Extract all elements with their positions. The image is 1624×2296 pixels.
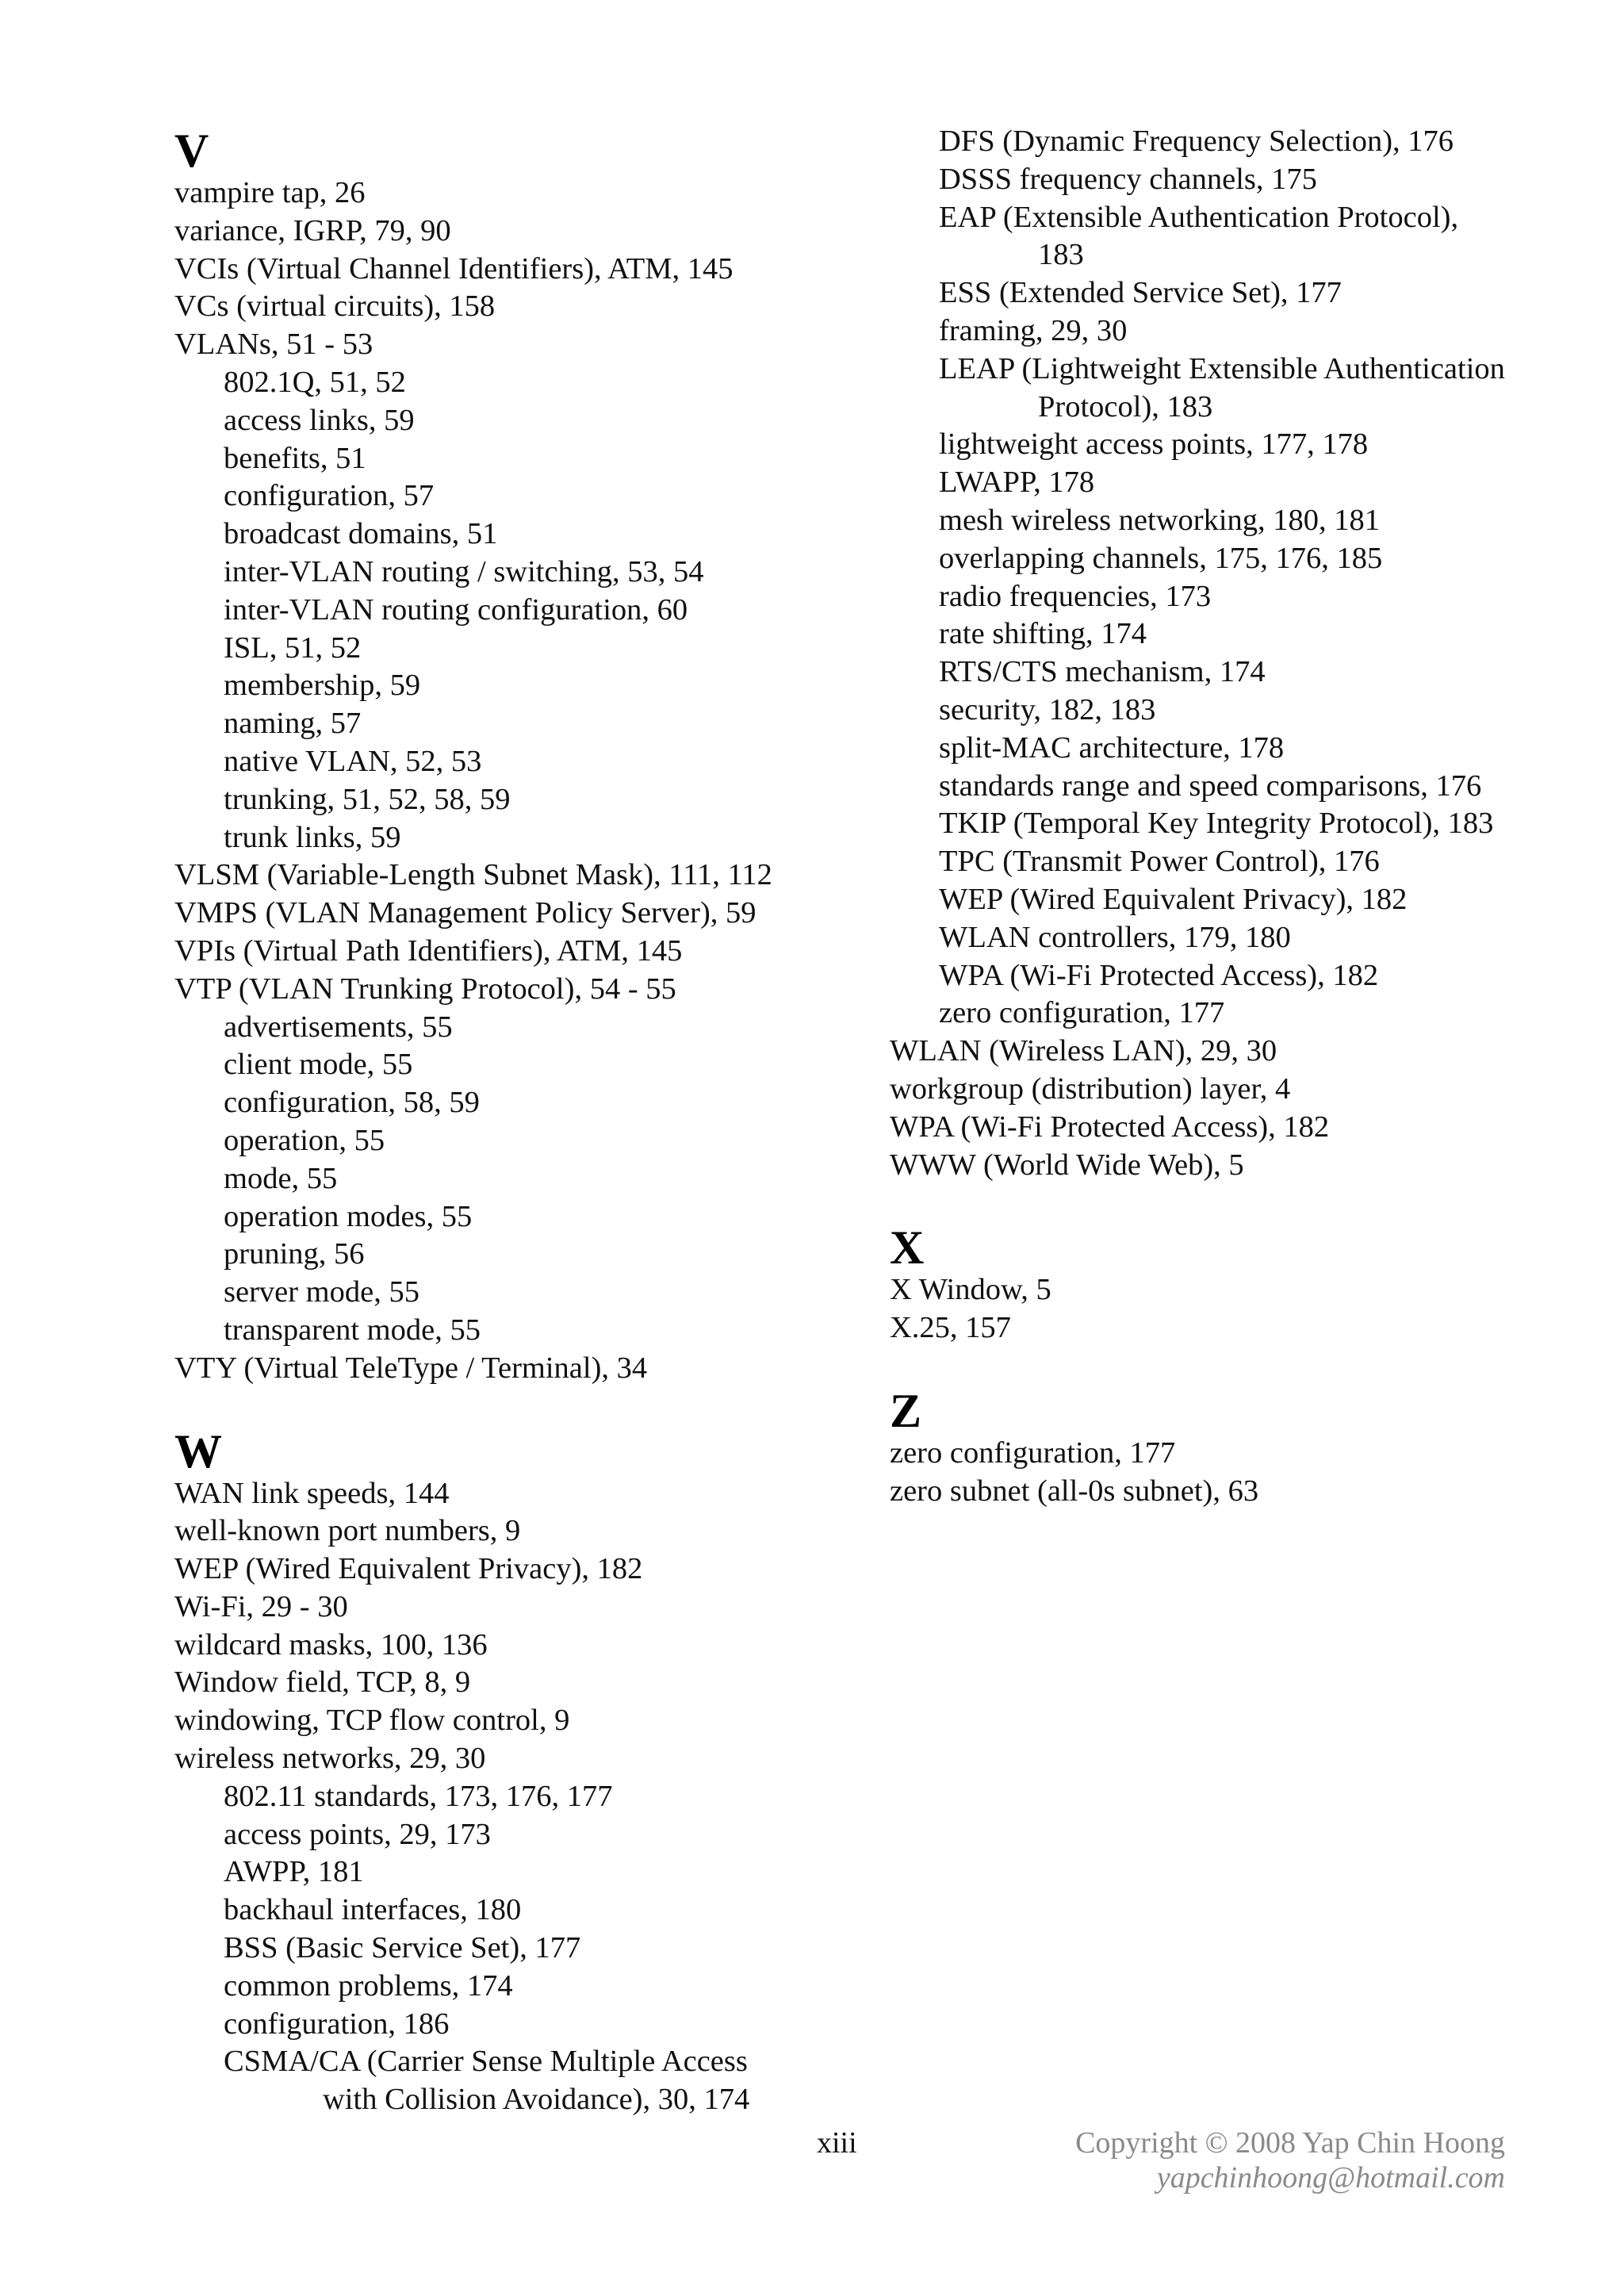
index-subentry [890, 957, 1580, 995]
index-entry-text: pruning, 56 [224, 1237, 365, 1271]
index-entry [890, 1033, 1580, 1071]
index-entry [174, 251, 872, 289]
index-entry [174, 971, 872, 1009]
index-subentry [890, 199, 1580, 275]
index-subentry [174, 1968, 872, 2006]
index-subentry [174, 1198, 872, 1236]
index-entry-text: LEAP (Lightweight Extensible Authentication [939, 351, 1505, 385]
index-subentry [174, 1312, 872, 1350]
index-entry-text: trunking, 51, 52, 58, 59 [224, 782, 511, 816]
index-entry [174, 326, 872, 364]
index-entry-text: WAN link speeds, 144 [174, 1476, 450, 1510]
index-entry-continuation: with Collision Avoidance), 30, 174 [323, 2083, 750, 2117]
index-entry-text: WPA (Wi-Fi Protected Access), 182 [939, 958, 1379, 992]
index-entry-text: well-known port numbers, 9 [174, 1514, 521, 1548]
index-entry-text: benefits, 51 [224, 441, 366, 475]
index-entry [174, 1550, 872, 1589]
index-entry-text: configuration, 57 [224, 479, 435, 513]
index-entry-text: client mode, 55 [224, 1048, 413, 1082]
index-subentry [174, 1160, 872, 1198]
index-entry-text: configuration, 58, 59 [224, 1086, 480, 1120]
index-entry-text: vampire tap, 26 [174, 176, 366, 209]
index-entry-text: wireless networks, 29, 30 [174, 1742, 486, 1776]
index-entry [174, 1740, 872, 1778]
index-subentry [174, 705, 872, 743]
index-entry-text: inter-VLAN routing configuration, 60 [224, 592, 688, 627]
index-entry [174, 1475, 872, 1513]
index-entry-text: DSSS frequency channels, 175 [939, 162, 1317, 196]
index-entry [890, 1435, 1580, 1473]
index-subentry [890, 995, 1580, 1033]
index-subentry [890, 578, 1580, 616]
index-entry-text: membership, 59 [224, 669, 421, 703]
index-entry-text: VCs (virtual circuits), 158 [174, 289, 496, 324]
index-entry-text: zero configuration, 177 [939, 996, 1225, 1030]
index-entry-continuation: 183 [1038, 238, 1084, 272]
index-entry [174, 1627, 872, 1665]
index-entry-text: TPC (Transmit Power Control), 176 [939, 845, 1380, 879]
index-entry [890, 1147, 1580, 1185]
index-entry [174, 1512, 872, 1550]
index-entry-text: TKIP (Temporal Key Integrity Protocol), 183 [939, 807, 1494, 841]
index-entry-text: configuration, 186 [224, 2007, 450, 2041]
index-entry-text: LWAPP, 178 [939, 466, 1095, 500]
index-entry-text: radio frequencies, 173 [939, 579, 1212, 613]
index-entry-text: VPIs (Virtual Path Identifiers), ATM, 145 [174, 933, 683, 968]
index-entry-text: ESS (Extended Service Set), 177 [939, 276, 1342, 310]
index-entry-text: ISL, 51, 52 [224, 631, 362, 665]
index-entry-text: trunk links, 59 [224, 820, 401, 854]
index-entry-text: zero subnet (all-0s subnet), 63 [890, 1474, 1259, 1508]
index-entry [174, 213, 872, 251]
index-entry-text: WWW (World Wide Web), 5 [890, 1148, 1244, 1182]
index-entry [174, 895, 872, 933]
footer-copyright [1075, 2125, 1505, 2195]
author-email: yapchinhoong@hotmail.com [1156, 2161, 1505, 2194]
index-entry [174, 933, 872, 971]
index-entry-text: X.25, 157 [890, 1311, 1011, 1345]
index-entry-text: BSS (Basic Service Set), 177 [224, 1931, 581, 1965]
index-entry [890, 1071, 1580, 1109]
index-entry-text: VTY (Virtual TeleType / Terminal), 34 [174, 1351, 648, 1385]
index-subentry [890, 843, 1580, 881]
index-subentry [890, 805, 1580, 843]
index-entry-text: rate shifting, 174 [939, 617, 1147, 651]
index-subentry [890, 615, 1580, 654]
index-entry-text: VMPS (VLAN Management Policy Server), 59 [174, 896, 756, 930]
index-subentry [890, 351, 1580, 427]
index-subentry [174, 1274, 872, 1312]
index-subentry [890, 161, 1580, 199]
index-subentry [174, 592, 872, 630]
index-subentry [890, 730, 1580, 768]
index-entry-text: CSMA/CA (Carrier Sense Multiple Access [224, 2045, 748, 2079]
copyright-text: Copyright © 2008 Yap Chin Hoong [1075, 2126, 1505, 2160]
index-entry-text: VLSM (Variable-Length Subnet Mask), 111, 112 [174, 858, 772, 892]
section-spacer [174, 1388, 872, 1428]
index-subentry [174, 1009, 872, 1047]
index-entry-text: security, 182, 183 [939, 692, 1156, 726]
index-entry-text: naming, 57 [224, 707, 362, 741]
index-entry-text: operation modes, 55 [224, 1199, 473, 1233]
index-subentry [890, 919, 1580, 957]
index-subentry [890, 426, 1580, 464]
index-subentry [174, 1084, 872, 1122]
index-entry-text: common problems, 174 [224, 1968, 513, 2003]
index-entry-text: RTS/CTS mechanism, 174 [939, 655, 1266, 689]
index-entry-text: zero configuration, 177 [890, 1435, 1176, 1470]
index-column-left [174, 127, 872, 2119]
index-subentry [890, 540, 1580, 578]
index-subentry [890, 274, 1580, 312]
index-entry-text: backhaul interfaces, 180 [224, 1893, 522, 1927]
index-entry-text: 802.1Q, 51, 52 [224, 365, 406, 399]
section-spacer [890, 1347, 1580, 1387]
index-subentry [890, 654, 1580, 692]
index-entry-text: 802.11 standards, 173, 176, 177 [224, 1779, 613, 1813]
index-entry [174, 288, 872, 326]
index-entry-text: EAP (Extensible Authentication Protocol), [939, 200, 1459, 234]
index-subentry [890, 881, 1580, 919]
index-subentry [174, 2043, 872, 2119]
index-entry-text: transparent mode, 55 [224, 1313, 481, 1347]
index-subentry [174, 743, 872, 781]
index-entry [890, 1473, 1580, 1511]
index-entry-text: standards range and speed comparisons, 176 [939, 769, 1482, 803]
index-section-letter: W [174, 1424, 222, 1478]
index-subentry [174, 2006, 872, 2044]
index-subentry [174, 630, 872, 668]
index-subentry [174, 1853, 872, 1892]
index-subentry [890, 692, 1580, 730]
index-entry-text: WLAN controllers, 179, 180 [939, 920, 1291, 954]
index-section-letter: Z [890, 1384, 922, 1437]
index-entry [174, 1589, 872, 1627]
index-entry-text: VLANs, 51 - 53 [174, 328, 373, 362]
index-entry-text: VCIs (Virtual Channel Identifiers), ATM, 145 [174, 251, 733, 286]
index-entry-text: access links, 59 [224, 403, 415, 437]
index-entry-text: X Window, 5 [890, 1273, 1051, 1307]
index-entry-text: AWPP, 181 [224, 1855, 364, 1889]
index-entry-text: mesh wireless networking, 180, 181 [939, 503, 1381, 537]
index-subentry [174, 1892, 872, 1930]
page-number: xiii [817, 2126, 857, 2160]
index-entry [174, 1702, 872, 1740]
index-entry [174, 1664, 872, 1702]
index-subentry [174, 1778, 872, 1816]
index-entry-text: windowing, TCP flow control, 9 [174, 1704, 570, 1738]
index-subentry [174, 667, 872, 705]
index-entry-text: broadcast domains, 51 [224, 517, 498, 551]
index-entry [890, 1309, 1580, 1347]
index-subentry [174, 516, 872, 554]
index-entry [174, 857, 872, 895]
index-entry-text: access points, 29, 173 [224, 1817, 491, 1851]
index-subentry [174, 1046, 872, 1084]
section-spacer [890, 1184, 1580, 1224]
index-subentry [174, 819, 872, 857]
index-subentry [174, 440, 872, 478]
index-subentry [890, 312, 1580, 351]
index-entry-continuation: Protocol), 183 [1038, 389, 1213, 424]
index-entry-text: mode, 55 [224, 1161, 338, 1195]
index-subentry [890, 768, 1580, 806]
index-entry-text: Window field, TCP, 8, 9 [174, 1665, 471, 1700]
index-entry [174, 1350, 872, 1388]
index-subentry [890, 464, 1580, 502]
index-subentry [174, 1236, 872, 1274]
index-entry-text: WLAN (Wireless LAN), 29, 30 [890, 1034, 1277, 1068]
index-entry-text: overlapping channels, 175, 176, 185 [939, 541, 1383, 575]
index-entry-text: Wi-Fi, 29 - 30 [174, 1589, 348, 1623]
index-entry-text: native VLAN, 52, 53 [224, 744, 482, 778]
index-entry-text: inter-VLAN routing / switching, 53, 54 [224, 554, 704, 588]
index-entry-text: server mode, 55 [224, 1275, 419, 1309]
index-subentry [174, 364, 872, 402]
index-subentry [174, 1930, 872, 1968]
index-entry-text: workgroup (distribution) layer, 4 [890, 1071, 1291, 1106]
index-subentry [174, 1122, 872, 1160]
index-subentry [174, 402, 872, 440]
index-entry-text: operation, 55 [224, 1123, 385, 1157]
index-entry-text: WEP (Wired Equivalent Privacy), 182 [939, 882, 1408, 916]
index-entry-text: WEP (Wired Equivalent Privacy), 182 [174, 1552, 643, 1586]
index-entry-text: lightweight access points, 177, 178 [939, 427, 1369, 462]
index-entry-text: split-MAC architecture, 178 [939, 730, 1285, 765]
index-entry-text: advertisements, 55 [224, 1010, 453, 1044]
index-section-letter: V [174, 125, 209, 177]
index-entry-text: DFS (Dynamic Frequency Selection), 176 [939, 125, 1454, 158]
index-entry-text: variance, IGRP, 79, 90 [174, 213, 451, 247]
index-entry [890, 1109, 1580, 1147]
index-subentry [174, 781, 872, 819]
index-subentry [890, 123, 1580, 161]
index-entry-text: WPA (Wi-Fi Protected Access), 182 [890, 1110, 1330, 1144]
index-entry-text: wildcard masks, 100, 136 [174, 1627, 488, 1662]
index-subentry [174, 477, 872, 516]
index-subentry [174, 554, 872, 592]
index-entry [890, 1271, 1580, 1309]
index-column-right [890, 123, 1580, 1511]
index-subentry [174, 1816, 872, 1854]
index-section-letter: X [890, 1221, 925, 1274]
index-entry [174, 174, 872, 213]
index-entry-text: framing, 29, 30 [939, 313, 1128, 347]
index-subentry [890, 502, 1580, 540]
index-entry-text: VTP (VLAN Trunking Protocol), 54 - 55 [174, 972, 676, 1006]
